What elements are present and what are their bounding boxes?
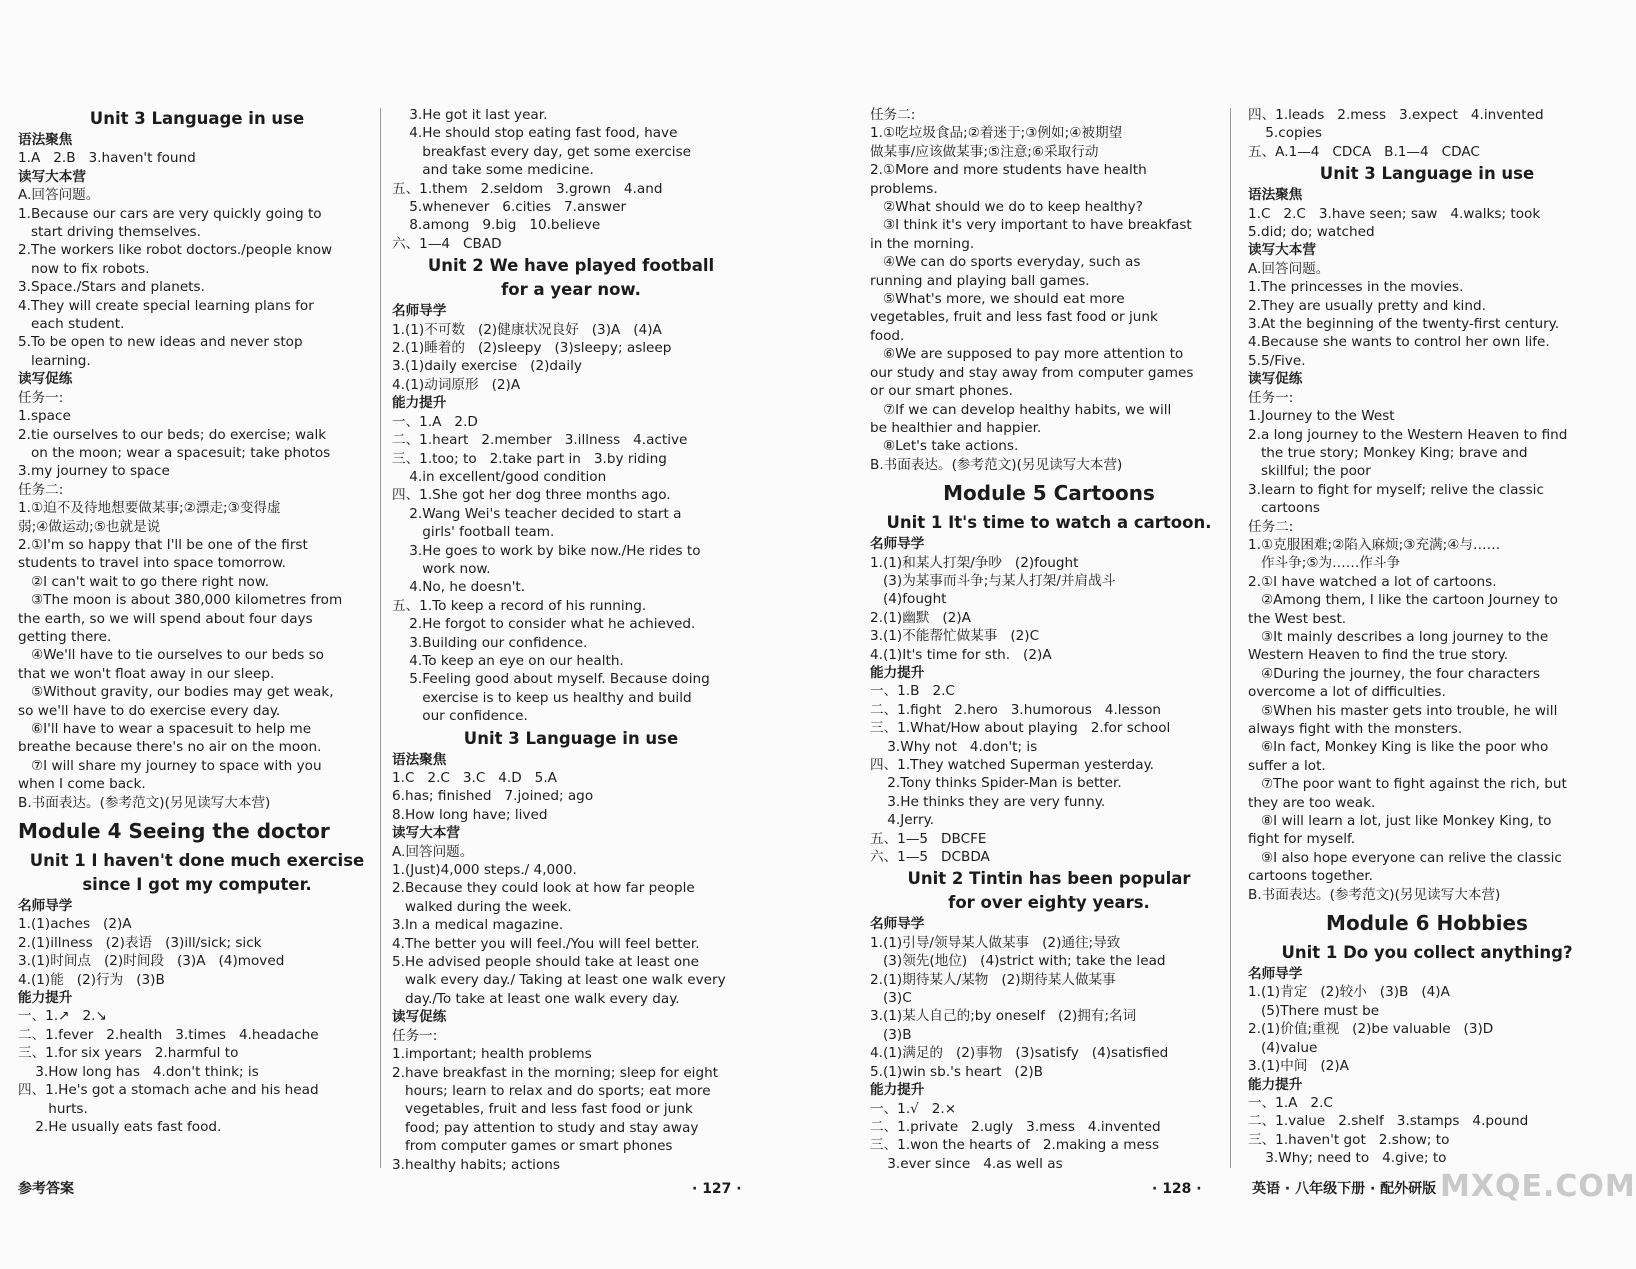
answer-line: 二、1.heart 2.member 3.illness 4.active: [392, 432, 688, 449]
answer-line: 2.①I have watched a lot of cartoons.: [1248, 573, 1497, 590]
answer-line: ⑤Without gravity, our bodies may get weak,: [18, 684, 334, 701]
answer-line: 任务一:: [18, 389, 64, 406]
answer-line: 1.space: [18, 408, 71, 425]
answer-line: 5.He advised people should take at least one: [392, 954, 700, 971]
answer-line: 4.(1)能 (2)行为 (3)B: [18, 971, 165, 988]
answer-line: ⑧Let's take actions.: [870, 438, 1019, 455]
answer-line: 二、1.private 2.ugly 3.mess 4.invented: [870, 1118, 1161, 1135]
section-label: 读写大本营: [1248, 242, 1316, 259]
section-label: 名师导学: [1248, 966, 1303, 983]
answer-line: 三、1.What/How about playing 2.for school: [870, 720, 1171, 737]
section-label: 语法聚焦: [1248, 187, 1303, 204]
answer-line: 1.C 2.C 3.C 4.D 5.A: [392, 770, 557, 786]
answer-line: 3.(1)中间 (2)A: [1248, 1058, 1349, 1075]
answer-line: students to travel into space tomorrow.: [18, 555, 287, 572]
answer-line: 3.Building our confidence.: [392, 634, 588, 651]
answer-line: our confidence.: [392, 708, 528, 725]
answer-line: 3.Why; need to 4.give; to: [1248, 1150, 1447, 1167]
answer-line: 5.copies: [1248, 125, 1322, 142]
answer-line: skillful; the poor: [1248, 463, 1371, 480]
answer-line: 1.(Just)4,000 steps./ 4,000.: [392, 862, 577, 879]
answer-line: 作斗争;⑤为……作斗争: [1248, 555, 1401, 572]
answer-line: 1.Because our cars are very quickly going to: [18, 205, 322, 222]
answer-line: ③I think it's very important to have breakfast: [870, 217, 1192, 234]
answer-line: 1.The princesses in the movies.: [1248, 279, 1464, 296]
answer-line: be healthier and happier.: [870, 419, 1042, 436]
answer-line: so we'll have to do exercise every day.: [18, 702, 281, 719]
answer-line: 2.(1)价值;重视 (2)be valuable (3)D: [1248, 1021, 1494, 1038]
answer-line: ⑨I also hope everyone can relive the classic: [1248, 849, 1562, 866]
answer-line: (3)领先(地位) (4)strict with; take the lead: [870, 953, 1166, 970]
answer-line: getting there.: [18, 628, 112, 645]
unit-heading: since I got my computer.: [82, 875, 312, 895]
module-heading: Module 4 Seeing the doctor: [18, 819, 330, 844]
answer-line: breathe because there's no air on the moon.: [18, 739, 322, 756]
answer-line: (5)There must be: [1248, 1002, 1380, 1019]
answer-line: 任务一:: [392, 1027, 438, 1044]
answer-line: 六、1—4 CBAD: [392, 235, 502, 252]
answer-line: 做某事/应该做某事;⑤注意;⑥采取行动: [870, 143, 1099, 160]
answer-line: 3.He thinks they are very funny.: [870, 793, 1106, 810]
answer-line: overcome a lot of difficulties.: [1248, 684, 1446, 701]
answer-line: 3.He got it last year.: [392, 107, 548, 123]
answer-line: 五、1.To keep a record of his running.: [392, 597, 647, 614]
answer-line: 2.Wang Wei's teacher decided to start a: [392, 505, 682, 522]
answer-line: 一、1.B 2.C: [870, 683, 955, 700]
answer-line: 4.(1)动词原形 (2)A: [392, 376, 521, 393]
answer-line: B.书面表达。(参考范文)(另见读写大本营): [870, 456, 1123, 473]
answer-column-1: [18, 106, 376, 1136]
answer-line: 3.healthy habits; actions: [392, 1156, 560, 1173]
answer-line: 4.Jerry.: [870, 812, 934, 829]
answer-line: the true story; Monkey King; brave and: [1248, 444, 1528, 461]
answer-line: 三、1.haven't got 2.show; to: [1248, 1131, 1450, 1148]
unit-heading: Unit 3 Language in use: [463, 728, 679, 748]
answer-line: 3.(1)不能帮忙做某事 (2)C: [870, 628, 1040, 645]
answer-line: 任务二:: [1248, 518, 1294, 535]
answer-line: ②What should we do to keep healthy?: [870, 199, 1143, 216]
answer-line: 二、1.fight 2.hero 3.humorous 4.lesson: [870, 701, 1162, 718]
watermark: MXQE.COM: [1440, 1169, 1636, 1204]
answer-line: 1.(1)不可数 (2)健康状况良好 (3)A (4)A: [392, 321, 662, 338]
answer-line: 6.has; finished 7.joined; ago: [392, 788, 594, 805]
answer-line: ⑦The poor want to fight against the rich, but: [1248, 776, 1567, 793]
answer-line: the West best.: [1248, 610, 1347, 627]
answer-line: 3.(1)时间点 (2)时间段 (3)A (4)moved: [18, 953, 285, 970]
answer-line: (3)C: [870, 990, 912, 1007]
answer-line: cartoons: [1248, 500, 1321, 517]
unit-heading: Unit 1 It's time to watch a cartoon.: [886, 513, 1212, 533]
answer-line: 2.(1)睡着的 (2)sleepy (3)sleepy; asleep: [392, 340, 672, 357]
answer-line: 5.did; do; watched: [1248, 224, 1375, 241]
answer-line: 二、1.fever 2.health 3.times 4.headache: [18, 1026, 319, 1043]
answer-line: 一、1.A 2.D: [392, 413, 478, 430]
answer-line: fight for myself.: [1248, 831, 1356, 848]
answer-line: ④We'll have to tie ourselves to our beds so: [18, 647, 324, 664]
answer-line: 四、1.They watched Superman yesterday.: [870, 757, 1155, 773]
answer-line: ⑤What's more, we should eat more: [870, 291, 1125, 308]
section-label: 读写促练: [1248, 371, 1303, 388]
answer-line: 1.①吃垃圾食品;②着迷于;③例如;④被期望: [870, 125, 1123, 142]
answer-line: 1.①克服困难;②陷入麻烦;③充满;④与……: [1248, 536, 1501, 553]
column-divider: [380, 108, 381, 1168]
answer-line: or our smart phones.: [870, 383, 1013, 400]
section-label: 名师导学: [18, 898, 73, 915]
answer-line: (4)fought: [870, 591, 947, 608]
answer-line: 五、1—5 DBCFE: [870, 830, 987, 847]
answer-line: 2.Because they could look at how far people: [392, 880, 695, 897]
answer-line: 5.To be open to new ideas and never stop: [18, 334, 303, 351]
answer-line: start driving themselves.: [18, 224, 201, 241]
answer-line: ④We can do sports everyday, such as: [870, 254, 1141, 271]
answer-line: 2.(1)期待某人/某物 (2)期待某人做某事: [870, 971, 1116, 988]
answer-line: (3)为某事而斗争;与某人打架/并肩战斗: [870, 572, 1116, 589]
answer-line: suffer a lot.: [1248, 757, 1326, 774]
section-label: 读写促练: [18, 371, 73, 388]
section-label: 能力提升: [870, 1082, 925, 1099]
answer-line: 1.important; health problems: [392, 1046, 592, 1063]
section-label: 能力提升: [870, 664, 925, 681]
answer-column-2: [392, 106, 750, 1174]
answer-line: 三、1.too; to 2.take part in 3.by riding: [392, 450, 667, 467]
answer-line: ④During the journey, the four characters: [1248, 665, 1540, 682]
answer-line: 2.The workers like robot doctors./people know: [18, 242, 333, 259]
answer-line: ⑥I'll have to wear a spacesuit to help me: [18, 721, 312, 737]
answer-line: 2.a long journey to the Western Heaven to find: [1248, 426, 1568, 443]
answer-line: ⑥We are supposed to pay more attention to: [870, 346, 1184, 363]
answer-line: 3.ever since 4.as well as: [870, 1155, 1063, 1172]
answer-line: 2.①I'm so happy that I'll be one of the first: [18, 536, 308, 553]
module-heading: Module 5 Cartoons: [943, 481, 1155, 506]
unit-heading: Unit 3 Language in use: [89, 109, 305, 128]
answer-line: 弱;④做运动;⑤也就是说: [18, 518, 161, 535]
answer-line: in the morning.: [870, 235, 975, 252]
answer-line: when I come back.: [18, 776, 146, 793]
answer-line: 3.He goes to work by bike now./He rides to: [392, 542, 701, 559]
section-label: 能力提升: [392, 395, 447, 412]
answer-line: vegetables, fruit and less fast food or junk: [870, 309, 1158, 326]
answer-column-3: [870, 106, 1228, 1173]
answer-line: 3.In a medical magazine.: [392, 917, 564, 934]
page-number-left: · 127 ·: [692, 1181, 742, 1197]
answer-line: food.: [870, 327, 905, 344]
answer-line: 4.in excellent/good condition: [392, 468, 607, 485]
answer-line: work now.: [392, 560, 491, 577]
answer-line: 3.How long has 4.don't think; is: [18, 1063, 259, 1080]
answer-line: walked during the week.: [392, 898, 572, 915]
unit-heading: Unit 2 We have played football: [427, 256, 715, 276]
answer-line: 4.No, he doesn't.: [392, 579, 526, 596]
answer-line: 8.How long have; lived: [392, 806, 548, 823]
answer-line: 1.Journey to the West: [1248, 408, 1395, 425]
section-label: 语法聚焦: [392, 751, 447, 768]
answer-line: 4.(1)It's time for sth. (2)A: [870, 646, 1052, 663]
answer-line: 1.①迫不及待地想要做某事;②漂走;③变得虚: [18, 500, 281, 517]
answer-line: 2.They are usually pretty and kind.: [1248, 297, 1486, 314]
module-heading: Module 6 Hobbies: [1326, 911, 1528, 936]
unit-heading: Unit 1 Do you collect anything?: [1281, 943, 1573, 963]
answer-line: 2.(1)illness (2)表语 (3)ill/sick; sick: [18, 934, 262, 951]
answer-line: the earth, so we will spend about four days: [18, 610, 313, 627]
answer-line: ⑦I will share my journey to space with you: [18, 757, 322, 774]
answer-line: 4.(1)满足的 (2)事物 (3)satisfy (4)satisfied: [870, 1045, 1169, 1062]
answer-line: 六、1—5 DCBDA: [870, 849, 990, 866]
answer-line: ⑤When his master gets into trouble, he will: [1248, 702, 1558, 719]
section-label: 名师导学: [870, 536, 925, 553]
answer-line: 任务一:: [1248, 389, 1294, 406]
answer-line: 二、1.value 2.shelf 3.stamps 4.pound: [1248, 1113, 1529, 1130]
answer-line: 一、1.√ 2.×: [870, 1100, 957, 1117]
answer-line: ⑧I will learn a lot, just like Monkey King, to: [1248, 813, 1552, 830]
answer-line: our study and stay away from computer games: [870, 364, 1194, 381]
answer-line: on the moon; wear a spacesuit; take photos: [18, 444, 331, 461]
answer-line: B.书面表达。(参考范文)(另见读写大本营): [1248, 886, 1501, 903]
column-divider: [1230, 108, 1231, 1168]
answer-line: 1.(1)和某人打架/争吵 (2)fought: [870, 554, 1079, 571]
unit-heading: for a year now.: [501, 280, 641, 300]
answer-line: 3.my journey to space: [18, 463, 170, 480]
unit-heading: Unit 2 Tintin has been popular: [907, 869, 1191, 889]
answer-line: walk every day./ Taking at least one walk every: [392, 972, 726, 989]
answer-line: 四、1.He's got a stomach ache and his head: [18, 1082, 319, 1099]
answer-line: exercise is to keep us healthy and build: [392, 689, 692, 706]
answer-line: girls' football team.: [392, 524, 555, 541]
answer-line: 3.(1)daily exercise (2)daily: [392, 358, 582, 375]
answer-line: (4)value: [1248, 1039, 1318, 1056]
answer-line: 三、1.for six years 2.harmful to: [18, 1045, 239, 1062]
answer-line: hours; learn to relax and do sports; eat more: [392, 1082, 711, 1099]
answer-line: breakfast every day, get some exercise: [392, 143, 692, 160]
answer-line: problems.: [870, 180, 938, 197]
section-label: 名师导学: [870, 916, 925, 933]
footer-right-label: 英语 · 八年级下册 · 配外研版: [1252, 1181, 1437, 1197]
answer-line: now to fix robots.: [18, 260, 150, 277]
page-number-right: · 128 ·: [1152, 1181, 1202, 1197]
answer-column-4: [1248, 106, 1606, 1168]
answer-line: 1.A 2.B 3.haven't found: [18, 150, 196, 167]
section-label: 读写大本营: [18, 168, 86, 185]
answer-line: 8.among 9.big 10.believe: [392, 217, 601, 234]
answer-line: 四、1.leads 2.mess 3.expect 4.invented: [1248, 107, 1544, 123]
answer-line: B.书面表达。(参考范文)(另见读写大本营): [18, 794, 271, 811]
answer-line: they are too weak.: [1248, 794, 1376, 811]
answer-line: ③It mainly describes a long journey to the: [1248, 628, 1549, 645]
answer-line: 2.tie ourselves to our beds; do exercise; walk: [18, 426, 327, 443]
answer-line: A.回答问题。: [18, 187, 100, 204]
answer-line: 2.(1)幽默 (2)A: [870, 609, 971, 626]
footer-left-label: 参考答案: [18, 1181, 74, 1197]
answer-line: 任务二:: [870, 107, 916, 123]
answer-line: Western Heaven to find the true story.: [1248, 647, 1509, 664]
answer-line: 2.Tony thinks Spider-Man is better.: [870, 775, 1122, 792]
answer-line: 1.(1)肯定 (2)较小 (3)B (4)A: [1248, 984, 1450, 1001]
answer-line: 任务二:: [18, 481, 64, 498]
answer-line: day./To take at least one walk every day.: [392, 990, 680, 1007]
answer-line: 四、1.She got her dog three months ago.: [392, 487, 671, 504]
answer-line: 5.Feeling good about myself. Because doing: [392, 671, 710, 688]
answer-line: always fight with the monsters.: [1248, 721, 1463, 737]
answer-line: 5.whenever 6.cities 7.answer: [392, 199, 627, 216]
section-label: 语法聚焦: [18, 132, 73, 148]
answer-line: A.回答问题。: [392, 843, 474, 860]
answer-line: ⑥In fact, Monkey King is like the poor who: [1248, 739, 1549, 756]
answer-line: 2.He usually eats fast food.: [18, 1118, 222, 1135]
answer-line: food; pay attention to study and stay away: [392, 1119, 699, 1136]
unit-heading: Unit 3 Language in use: [1319, 164, 1535, 184]
answer-line: 1.C 2.C 3.have seen; saw 4.walks; took: [1248, 205, 1541, 222]
answer-line: ⑦If we can develop healthy habits, we will: [870, 401, 1172, 418]
answer-line: ②Among them, I like the cartoon Journey to: [1248, 592, 1558, 609]
section-label: 名师导学: [392, 303, 447, 320]
answer-line: 2.He forgot to consider what he achieved.: [392, 616, 696, 633]
answer-line: ②I can't wait to go there right now.: [18, 573, 270, 590]
answer-line: from computer games or smart phones: [392, 1138, 673, 1155]
answer-line: 5.(1)win sb.'s heart (2)B: [870, 1063, 1044, 1080]
answer-line: 2.have breakfast in the morning; sleep for eight: [392, 1064, 719, 1081]
answer-line: 4.To keep an eye on our health.: [392, 652, 624, 669]
unit-heading: Unit 1 I haven't done much exercise: [29, 851, 365, 871]
answer-line: learning.: [18, 352, 91, 369]
answer-line: 3.At the beginning of the twenty-first century.: [1248, 316, 1560, 333]
answer-line: (3)B: [870, 1026, 912, 1043]
answer-line: cartoons together.: [1248, 868, 1373, 885]
answer-line: 一、1.↗ 2.↘: [18, 1008, 107, 1025]
answer-line: and take some medicine.: [392, 162, 594, 179]
answer-line: 3.Why not 4.don't; is: [870, 738, 1038, 755]
section-label: 读写促练: [392, 1009, 447, 1026]
answer-line: each student.: [18, 316, 125, 333]
answer-line: 3.Space./Stars and planets.: [18, 279, 205, 296]
section-label: 能力提升: [1248, 1076, 1303, 1093]
answer-line: 4.They will create special learning plans for: [18, 297, 314, 314]
answer-line: 4.Because she wants to control her own life.: [1248, 334, 1550, 351]
answer-line: hurts.: [18, 1100, 88, 1117]
section-label: 能力提升: [18, 990, 73, 1007]
answer-line: 3.learn to fight for myself; relive the classic: [1248, 481, 1544, 498]
unit-heading: for over eighty years.: [948, 893, 1150, 913]
answer-line: 1.(1)aches (2)A: [18, 916, 132, 933]
answer-line: 五、A.1—4 CDCA B.1—4 CDAC: [1248, 143, 1480, 160]
answer-line: 4.The better you will feel./You will feel better.: [392, 935, 700, 952]
answer-line: running and playing ball games.: [870, 272, 1090, 289]
answer-line: 4.He should stop eating fast food, have: [392, 125, 678, 142]
answer-line: 三、1.won the hearts of 2.making a mess: [870, 1137, 1160, 1154]
answer-line: 1.(1)引导/领导某人做某事 (2)通往;导致: [870, 934, 1121, 951]
answer-line: 5.5/Five.: [1248, 352, 1306, 369]
answer-line: 2.①More and more students have health: [870, 162, 1147, 179]
answer-line: 一、1.A 2.C: [1248, 1094, 1333, 1111]
answer-line: vegetables, fruit and less fast food or junk: [392, 1101, 693, 1118]
answer-line: 五、1.them 2.seldom 3.grown 4.and: [392, 180, 663, 197]
answer-line: 3.(1)某人自己的;by oneself (2)拥有;名词: [870, 1008, 1137, 1025]
answer-line: that we won't float away in our sleep.: [18, 665, 275, 682]
answer-line: ③The moon is about 380,000 kilometres from: [18, 592, 343, 609]
answer-line: A.回答问题。: [1248, 260, 1330, 277]
section-label: 读写大本营: [392, 825, 460, 842]
